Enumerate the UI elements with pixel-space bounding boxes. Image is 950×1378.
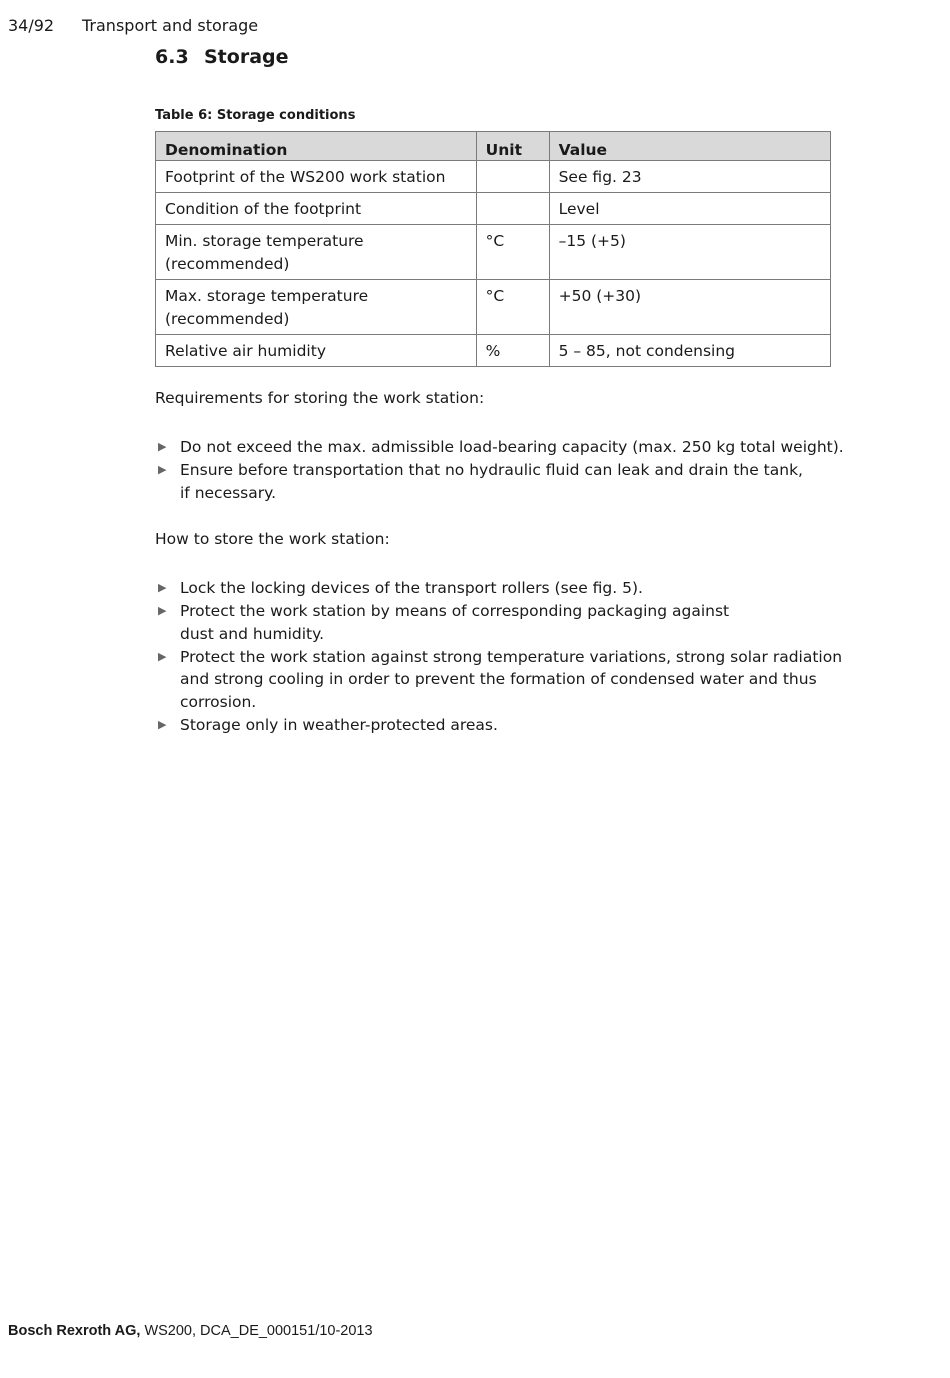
list-item: [155, 600, 855, 645]
list-item: [155, 459, 855, 504]
cell-unit: °C: [476, 280, 549, 335]
bullet-arrow-icon: ▶: [158, 463, 167, 476]
list-item: [155, 436, 855, 459]
section-number: 6.3: [155, 46, 189, 68]
cell-unit: [476, 161, 549, 193]
table-row: [156, 193, 831, 225]
cell-value: +50 (+30): [549, 280, 830, 335]
table-caption: Table 6: Storage conditions: [155, 108, 356, 123]
bullet-arrow-icon: ▶: [158, 440, 167, 453]
bullet-arrow-icon: ▶: [158, 581, 167, 594]
list-item: [155, 577, 855, 600]
cell-value: Level: [549, 193, 830, 225]
cell-denomination: Relative air humidity: [156, 335, 477, 367]
bullet-arrow-icon: ▶: [158, 649, 167, 663]
requirements-list: [155, 436, 855, 505]
chapter-title: Transport and storage: [82, 16, 259, 35]
column-header-unit: Unit: [476, 132, 549, 161]
cell-denomination: Min. storage temperature (recommended): [156, 225, 477, 280]
list-item-text: Protect the work station against strong temperature variations, strong solar radiation and strong cooling in order to prevent the formation of condensed water and thus corrosion.: [180, 647, 843, 711]
page-footer: [8, 1323, 373, 1339]
cell-value: See fig. 23: [549, 161, 830, 193]
how-to-intro: How to store the work station:: [155, 530, 390, 548]
bullet-arrow-icon: ▶: [158, 604, 167, 617]
table-row: [156, 161, 831, 193]
cell-value: 5 – 85, not condensing: [549, 335, 830, 367]
table-row: [156, 280, 831, 335]
cell-value: –15 (+5): [549, 225, 830, 280]
storage-conditions-table: [155, 131, 831, 367]
how-to-list: [155, 577, 855, 737]
section-heading: [155, 46, 289, 68]
bullet-arrow-icon: ▶: [158, 717, 167, 731]
cell-denomination: Condition of the footprint: [156, 193, 477, 225]
page-number: 34/92: [8, 16, 55, 35]
section-title: Storage: [204, 46, 289, 68]
cell-denomination: Max. storage temperature (recommended): [156, 280, 477, 335]
footer-document-id: WS200, DCA_DE_000151/10-2013: [144, 1323, 373, 1339]
list-item: [155, 646, 855, 714]
footer-company: Bosch Rexroth AG,: [8, 1323, 141, 1339]
list-item: [155, 714, 855, 737]
list-item-text: Protect the work station by means of corresponding packaging against dust and humidity.: [180, 602, 730, 643]
list-item-text: Lock the locking devices of the transport rollers (see fig. 5).: [180, 579, 643, 597]
table-row: [156, 335, 831, 367]
list-item-text: Do not exceed the max. admissible load-bearing capacity (max. 250 kg total weight).: [180, 438, 844, 456]
list-item-text: Ensure before transportation that no hydraulic fluid can leak and drain the tank, if necessary.: [180, 461, 803, 502]
page-header: [8, 16, 258, 35]
requirements-intro: Requirements for storing the work station:: [155, 389, 485, 407]
cell-unit: °C: [476, 225, 549, 280]
column-header-value: Value: [549, 132, 830, 161]
table-header-row: [156, 132, 831, 161]
list-item-text: Storage only in weather-protected areas.: [180, 715, 498, 734]
table-row: [156, 225, 831, 280]
cell-unit: %: [476, 335, 549, 367]
cell-denomination: Footprint of the WS200 work station: [156, 161, 477, 193]
column-header-denomination: Denomination: [156, 132, 477, 161]
cell-unit: [476, 193, 549, 225]
